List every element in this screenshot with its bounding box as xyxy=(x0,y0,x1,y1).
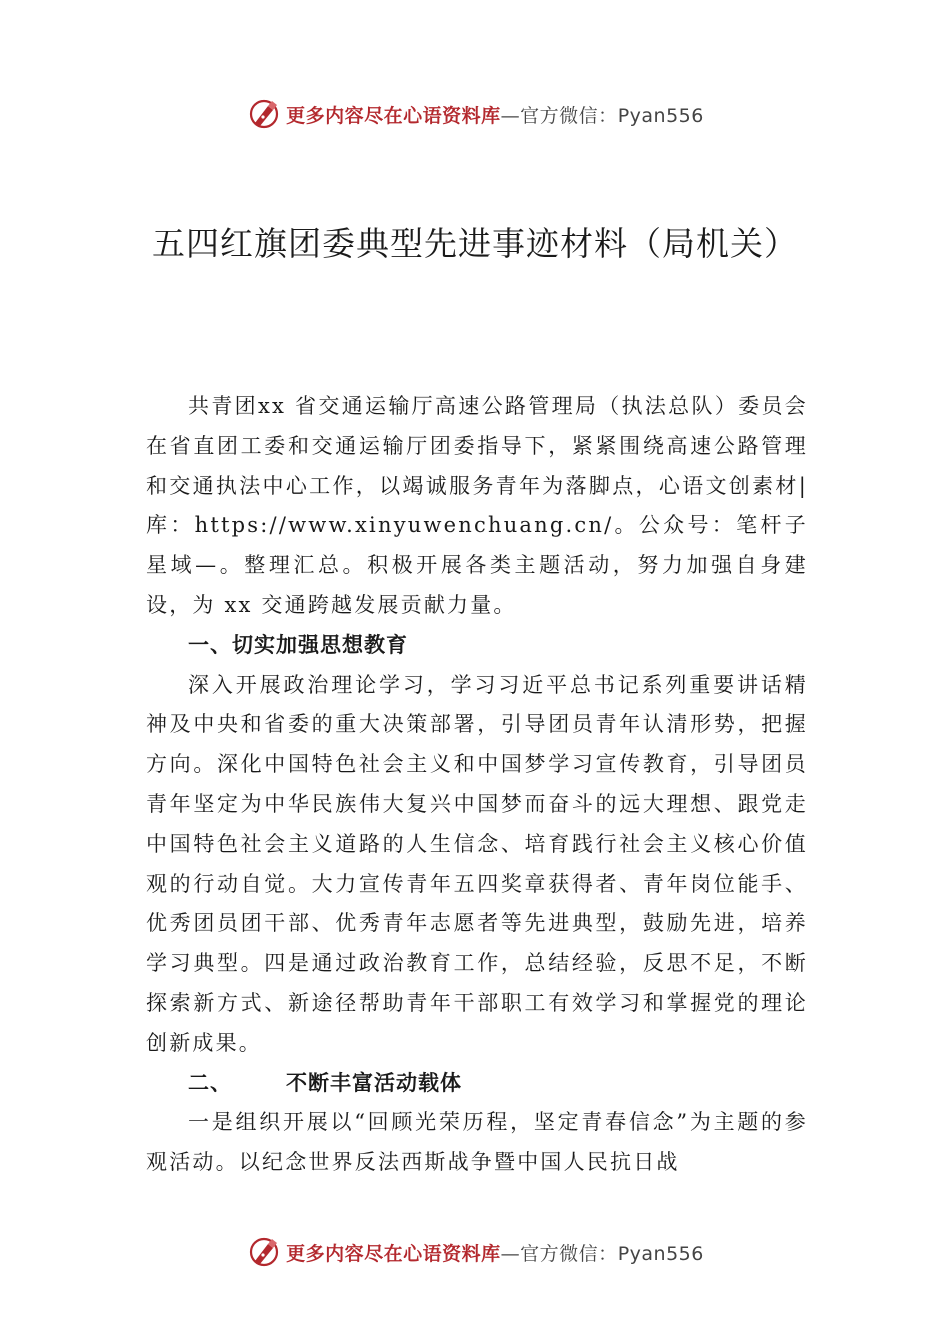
banner-dash: — xyxy=(500,1242,521,1265)
header-watermark-banner xyxy=(0,94,950,134)
document-body xyxy=(146,387,808,1183)
section-heading-1: 一、切实加强思想教育 xyxy=(188,632,408,657)
section-2-paragraph: 一是组织开展以“回顾光荣历程，坚定青春信念”为主题的参观活动。以纪念世界反法西斯战争暨中国人民抗日战 xyxy=(146,1110,808,1175)
section-heading-2 xyxy=(146,1064,808,1104)
banner-dash: — xyxy=(500,104,521,127)
banner-library-text: 更多内容尽在心语资料库 xyxy=(286,1242,501,1265)
intro-paragraph: 共青团xx 省交通运输厅高速公路管理局（执法总队）委员会在省直团工委和交通运输厅团委指导下，紧紧围绕高速公路管理和交通执法中心工作，以竭诚服务青年为落脚点，心语文创素材|库：https://www.xinyuwenchuang.cn/。公众号：笔杆子星域—。整理汇总。积极开展各类主题活动，努力加强自身建设，为 xx 交通跨越发展贡献力量。 xyxy=(146,394,808,617)
section-1-paragraph: 深入开展政治理论学习，学习习近平总书记系列重要讲话精神及中央和省委的重大决策部署，引导团员青年认清形势，把握方向。深化中国特色社会主义和中国梦学习宣传教育，引导团员青年坚定为中华民族伟大复兴中国梦而奋斗的远大理想、跟党走中国特色社会主义道路的人生信念、培育践行社会主义核心价值观的行动自觉。大力宣传青年五四奖章获得者、青年岗位能手、优秀团员团干部、优秀青年志愿者等先进典型，鼓励先进，培养学习典型。四是通过政治教育工作，总结经验，反思不足，不断探索新方式、新途径帮助青年干部职工有效学习和掌握党的理论创新成果。 xyxy=(146,672,808,1055)
section-2-number: 二、 xyxy=(188,1070,232,1095)
banner-wechat-label: 官方微信： xyxy=(520,104,618,127)
pen-nib-logo-icon xyxy=(246,1234,282,1270)
banner-library-text: 更多内容尽在心语资料库 xyxy=(286,104,501,127)
banner-wechat-handle: Pyan556 xyxy=(617,104,704,127)
pen-nib-logo-icon xyxy=(246,96,282,132)
banner-wechat-label: 官方微信： xyxy=(520,1242,618,1265)
banner-wechat-handle: Pyan556 xyxy=(617,1242,704,1265)
document-title: 五四红旗团委典型先进事迹材料（局机关） xyxy=(152,224,798,263)
section-2-title: 不断丰富活动载体 xyxy=(286,1070,462,1095)
footer-watermark-banner xyxy=(0,1232,950,1272)
